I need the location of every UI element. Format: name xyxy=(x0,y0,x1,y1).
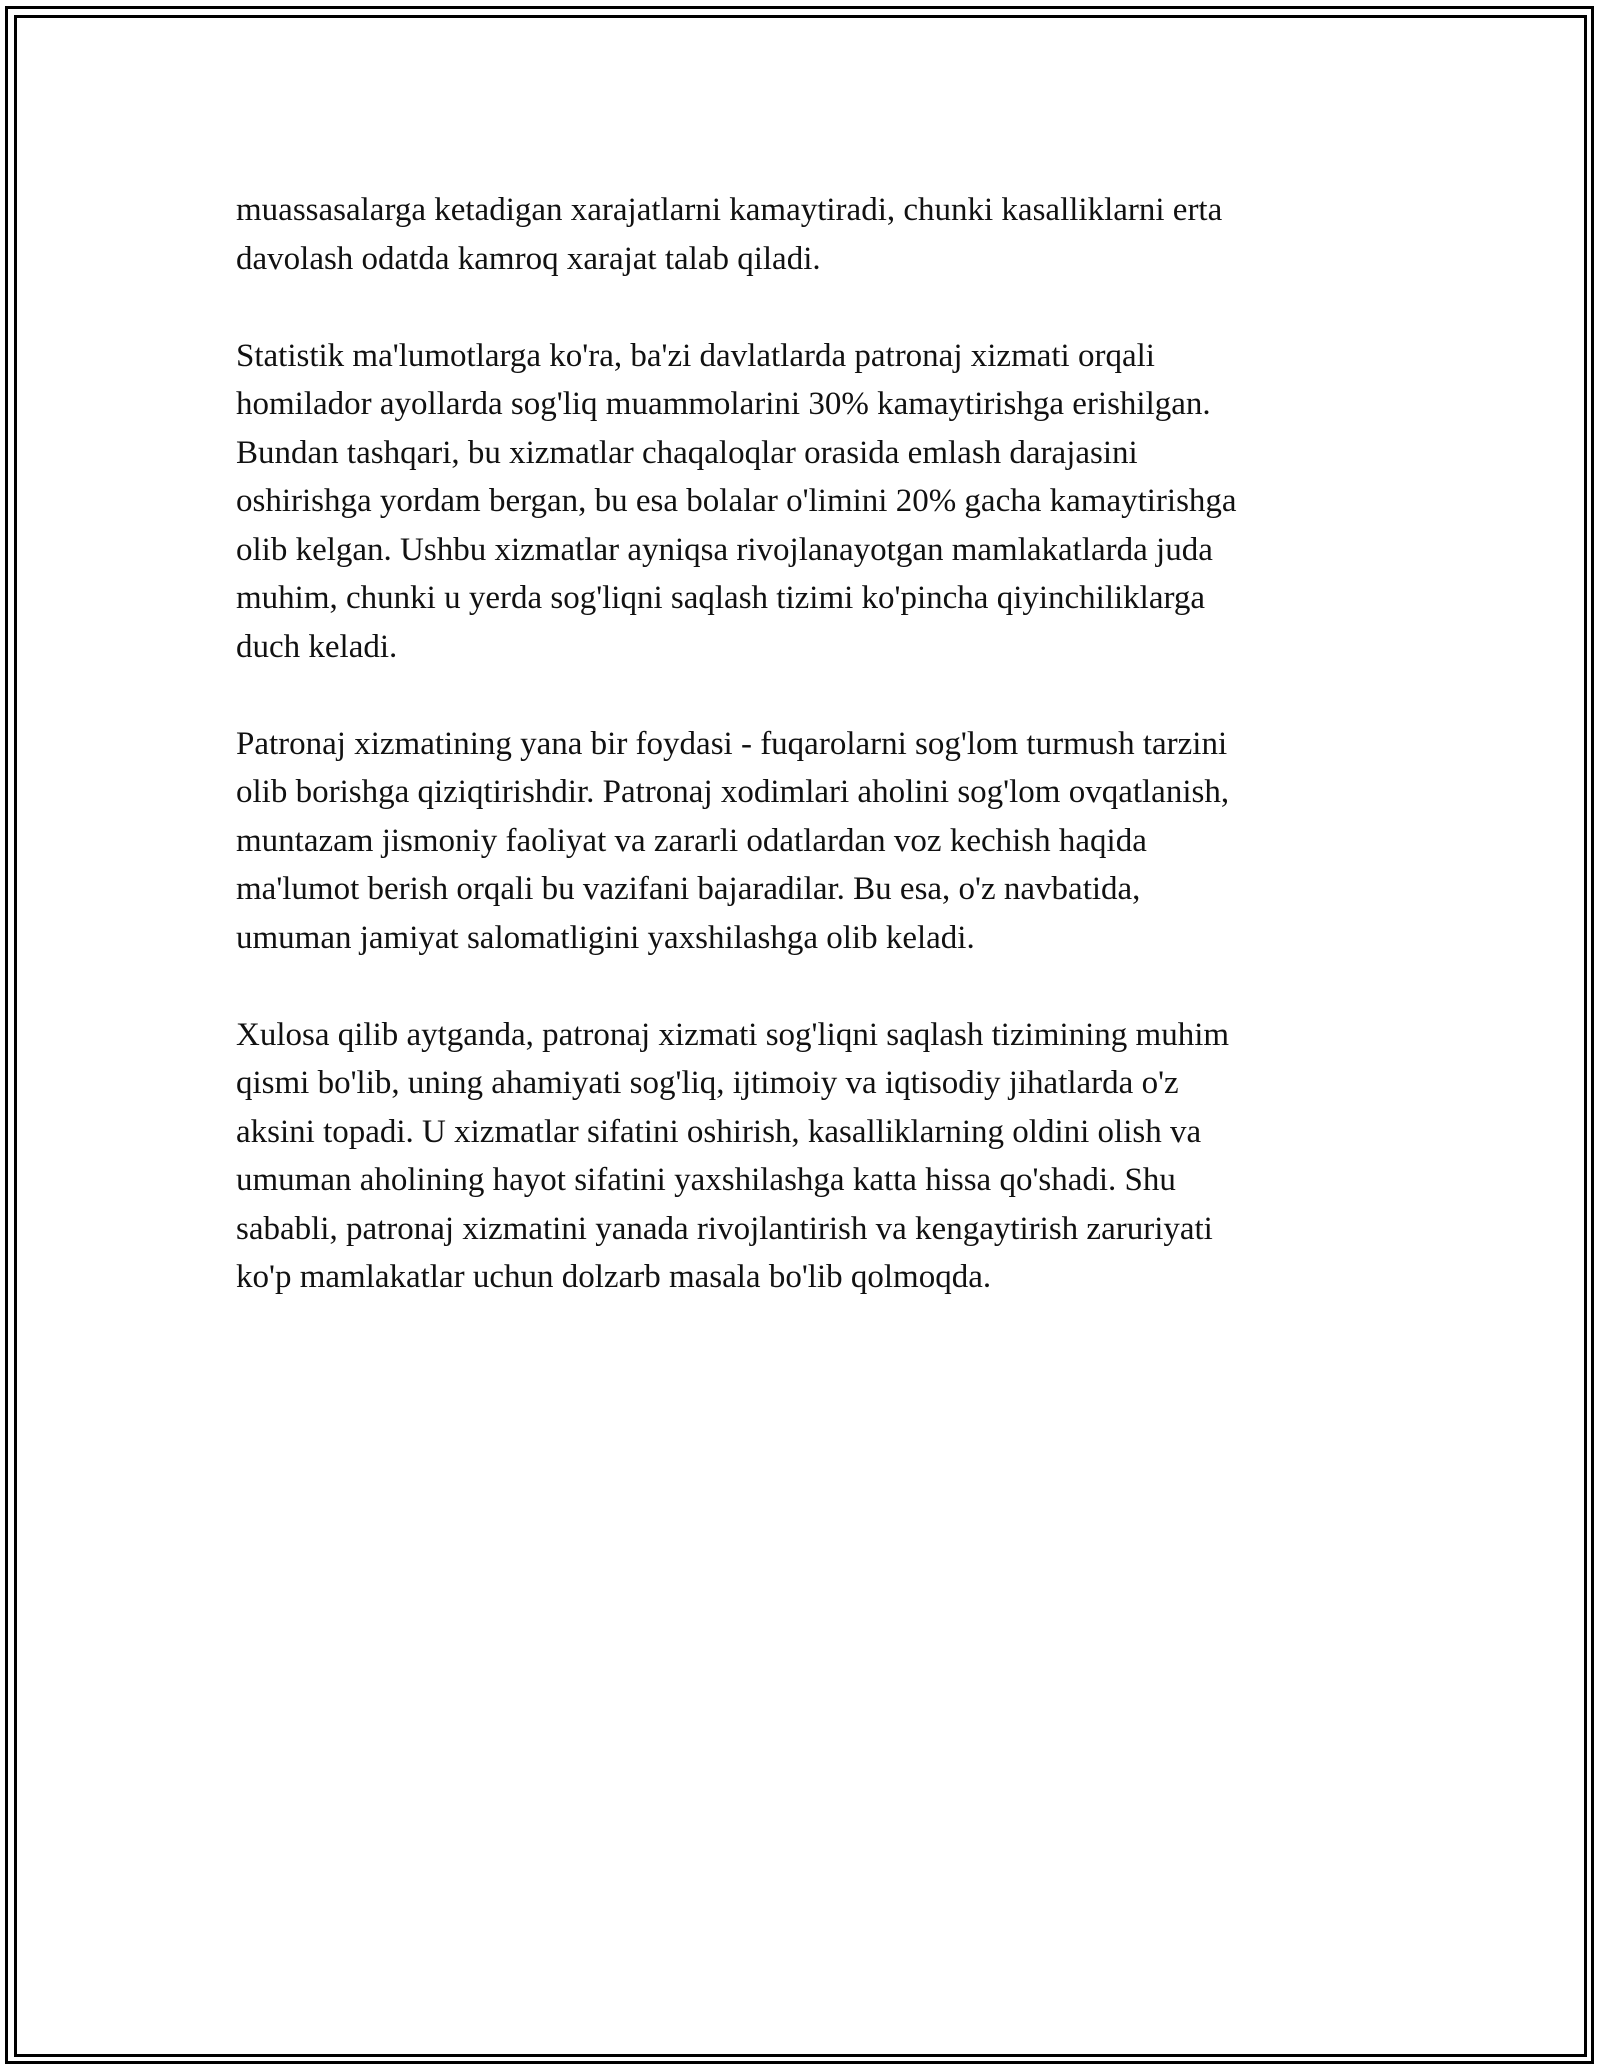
text-line: Statistik ma'lumotlarga ko'ra, ba'zi davlatlarda patronaj xizmati orqali xyxy=(236,337,1155,374)
text-line: olib borishga qiziqtirishdir. Patronaj xodimlari aholini sog'lom ovqatlanish, xyxy=(236,774,1230,810)
text-line: Patronaj xizmatining yana bir foydasi - fuqarolarni sog'lom turmush tarzini xyxy=(236,725,1228,762)
text-line: olib kelgan. Ushbu xizmatlar ayniqsa rivojlanayotgan mamlakatlarda juda xyxy=(236,531,1213,568)
paragraph-4 xyxy=(236,1011,1366,1302)
text-line: oshirishga yordam bergan, bu esa bolalar o'limini 20% gacha kamaytirishga xyxy=(236,483,1237,519)
text-line: umuman aholining hayot sifatini yaxshilashga katta hissa qo'shadi. Shu xyxy=(236,1162,1176,1198)
text-line: ma'lumot berish orqali bu vazifani bajaradilar. Bu esa, o'z navbatida, xyxy=(236,871,1141,907)
text-line: qismi bo'lib, uning ahamiyati sog'liq, ijtimoiy va iqtisodiy jihatlarda o'z xyxy=(236,1065,1179,1101)
paragraph-1 xyxy=(236,186,1366,283)
paragraph-2 xyxy=(236,332,1366,672)
document-body xyxy=(236,186,1366,1350)
text-line: davolash odatda kamroq xarajat talab qiladi. xyxy=(236,240,821,277)
text-line: homilador ayollarda sog'liq muammolarini 30% kamaytirishga erishilgan. xyxy=(236,386,1211,422)
text-line: duch keladi. xyxy=(236,628,398,665)
text-line: ko'p mamlakatlar uchun dolzarb masala bo'lib qolmoqda. xyxy=(236,1259,992,1295)
text-line: Bundan tashqari, bu xizmatlar chaqaloqlar orasida emlash darajasini xyxy=(236,434,1138,471)
text-line: Xulosa qilib aytganda, patronaj xizmati sog'liqni saqlash tizimining muhim xyxy=(236,1016,1230,1053)
paragraph-3 xyxy=(236,720,1366,963)
text-line: muassasalarga ketadigan xarajatlarni kamaytiradi, chunki kasalliklarni erta xyxy=(236,192,1223,228)
text-line: aksini topadi. U xizmatlar sifatini oshirish, kasalliklarning oldini olish va xyxy=(236,1113,1202,1150)
text-line: sababli, patronaj xizmatini yanada rivojlantirish va kengaytirish zaruriyati xyxy=(236,1210,1213,1247)
text-line: umuman jamiyat salomatligini yaxshilashga olib keladi. xyxy=(236,919,975,956)
text-line: muntazam jismoniy faoliyat va zararli odatlardan voz kechish haqida xyxy=(236,822,1147,859)
text-line: muhim, chunki u yerda sog'liqni saqlash tizimi ko'pincha qiyinchiliklarga xyxy=(236,580,1206,616)
